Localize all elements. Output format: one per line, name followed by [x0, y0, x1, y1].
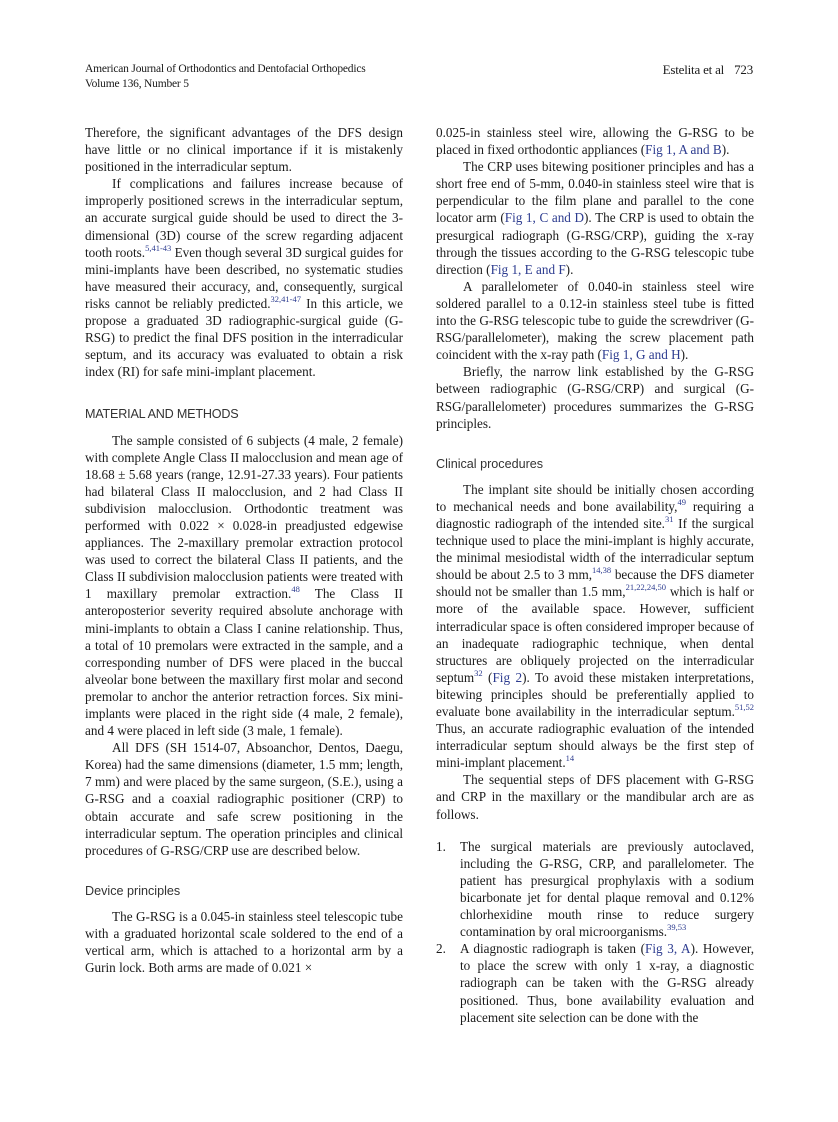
figure-reference-link[interactable]: Fig 3, A [645, 941, 691, 957]
text-run: The implant site should be initially chosen according to mechanical needs and bone availability, [436, 481, 754, 514]
text-run: The sequential steps of DFS placement with G-RSG and CRP in the maxillary or the mandibular arch are as follows. [436, 772, 754, 822]
subsection-heading: Clinical procedures [436, 456, 544, 471]
citation-superscript[interactable]: 49 [677, 496, 686, 507]
paragraph [85, 175, 403, 380]
paragraph [436, 124, 754, 158]
text-run: Even though several 3D surgical guides for mini-implants have been described, no systematic studies have measured their accuracy, and, consequently, surgical risks cannot be reliably predicted. [85, 244, 403, 311]
text-run: which is half or more of the available space. However, sufficient interradicular space is often considered improper because of an inadequate radiographic technique, when dental structures are obliquely projected on the interradicular septum [436, 584, 754, 685]
citation-superscript[interactable]: 48 [291, 584, 300, 595]
list-number: 1. [436, 838, 446, 854]
paragraph [436, 771, 754, 822]
text-run: The CRP uses bitewing positioner principles and has a short free end of 5-mm, 0.040-in stainless steel wire that is perpendicular to the film plane and parallel to the cone locator arm ( [436, 159, 754, 226]
text-run: In this article, we propose a graduated 3D radiographic-surgical guide (G-RSG) to predict the final DFS position in the interradicular septum, and its accuracy was evaluated to obtain a risk index (RI) for safe mini-implant placement. [85, 295, 403, 380]
paragraph [436, 481, 754, 772]
figure-reference-link[interactable]: Fig 1, E and F [490, 261, 566, 277]
subsection-heading: Device principles [85, 883, 181, 898]
citation-superscript[interactable]: 32,41-47 [270, 293, 301, 304]
citation-superscript[interactable]: 31 [664, 513, 674, 524]
citation-superscript[interactable]: 21,22,24,50 [625, 582, 666, 593]
text-run: The G-RSG is a 0.045-in stainless steel telescopic tube with a graduated horizontal scale soldered to the end of a vertical arm, which is attached to a horizontal arm by a Gurin lock. Both arms are made of 0.021 × [85, 908, 403, 976]
text-run: A parallelometer of 0.040-in stainless steel wire soldered parallel to a 0.12-in stainless steel tube is fitted into the G-RSG telescopic tube to guide the screwdriver (G-RSG/parallelometer), making the screw placement path coincident with the x-ray path ( [436, 278, 754, 363]
paragraph [436, 158, 754, 278]
text-run: requiring a diagnostic radiograph of the intended site. [436, 498, 754, 531]
running-header-right [663, 62, 753, 77]
figure-reference-link[interactable]: Fig 2 [492, 669, 523, 685]
text-run: The sample consisted of 6 subjects (4 male, 2 female) with complete Angle Class II malocclusion and mean age of 18.68 ± 5.68 years (range, 12.91-27.33 years). Four patients had bilateral Class II malocclusion, and 2 had Class II subdivision malocclusion. Orthodontic treatment was performed with 0.022 × 0.028-in preadjusted edgewise appliances. The 2-maxillary premolar extraction protocol was used to correct the bilateral Class II patients, and the Class II subdivision malocclusion patients were treated with 1 maxillary premolar extraction. [85, 432, 403, 602]
text-run: Therefore, the significant advantages of the DFS design have little or no clinical importance if it is mistakenly positioned in the interradicular septum. [85, 125, 403, 175]
list-item [436, 940, 754, 1025]
text-run: All DFS (SH 1514-07, Absoanchor, Dentos, Daegu, Korea) had the same dimensions (diameter, 1.5 mm; length, 7 mm) and were placed by the same surgeon, (S.E.), using a G-RSG and a coaxial radiographic positioner (CRP) to obtain accurate and safe screw positioning in the interradicular septum. The operation principles and clinical procedures of G-RSG/CRP use are described below. [85, 740, 403, 858]
list-item [436, 838, 754, 941]
text-run: The Class II anteroposterior severity required absolute anchorage with mini-implants to obtain a Class I canine relationship. Thus, a total of 10 premolars were extracted in the sample, and a corresponding number of DFS were placed in the buccal alveolar bone between the maxillary first molar and second premolar to anchor the anterior retraction forces. Six mini-implants were placed in the right side (4 male, 2 female), and 4 were placed in left side (3 male, 1 female). [85, 586, 403, 739]
list-number: 2. [436, 941, 446, 957]
text-run: 0.025-in stainless steel wire, allowing the G-RSG to be placed in fixed orthodontic appliances ( [436, 125, 754, 158]
paragraph [436, 363, 754, 431]
paragraph [85, 124, 403, 175]
text-run: ). However, to place the screw with only 1 x-ray, a diagnostic radiograph can be taken with the G-RSG already positioned. Thus, bone availability evaluation and placement site selection can be done with the [460, 941, 754, 1025]
running-authors: Estelita et al [662, 62, 725, 77]
citation-superscript[interactable]: 39,53 [667, 922, 687, 933]
text-run: ). [721, 142, 730, 158]
text-run: ). [565, 261, 574, 277]
text-run: ). [680, 347, 689, 363]
figure-reference-link[interactable]: Fig 1, A and B [645, 142, 722, 158]
numbered-list [436, 838, 754, 1026]
citation-superscript[interactable]: 14,38 [592, 565, 612, 576]
right-column [436, 124, 754, 1026]
text-run: because the DFS diameter should not be smaller than 1.5 mm, [436, 567, 754, 600]
running-header-left [85, 62, 366, 92]
text-run: ( [482, 669, 493, 685]
text-run: A diagnostic radiograph is taken ( [460, 941, 646, 957]
figure-reference-link[interactable]: Fig 1, G and H [601, 347, 681, 363]
left-column [85, 124, 403, 976]
text-run: The surgical materials are previously autoclaved, including the G-RSG, CRP, and parallelometer. The patient has presurgical prophylaxis with a sodium bicarbonate jet for dental plaque removal and 0.12% chlorhexidine mouth rinse to reduce surgery contamination by oral microorganisms. [460, 838, 754, 940]
text-run: Thus, an accurate radiographic evaluation of the intended interradicular septum should always be the first step of mini-implant placement. [436, 721, 754, 771]
page-number: 723 [734, 62, 753, 77]
citation-superscript[interactable]: 51,52 [734, 702, 754, 712]
citation-superscript[interactable]: 14 [565, 753, 575, 764]
journal-title: American Journal of Orthodontics and Dentofacial Orthopedics [85, 63, 366, 75]
citation-superscript[interactable]: 32 [474, 667, 483, 678]
paragraph [85, 908, 403, 976]
paragraph [85, 432, 403, 740]
citation-superscript[interactable]: 5,41-43 [145, 242, 172, 253]
text-run: ). To avoid these mistaken interpretations, bitewing principles should be preferentially applied to evaluate bone availability in the interradicular septum. [436, 669, 754, 719]
section-heading: MATERIAL AND METHODS [85, 407, 239, 422]
figure-reference-link[interactable]: Fig 1, C and D [504, 210, 585, 226]
text-run: If complications and failures increase because of improperly positioned screws in the interradicular septum, an accurate surgical guide should be used to direct the 3-dimensional (3D) course of the screw regarding adjacent tooth roots. [85, 176, 403, 260]
paragraph [85, 739, 403, 859]
paragraph [436, 278, 754, 363]
journal-volume: Volume 136, Number 5 [85, 78, 189, 90]
text-run: If the surgical technique used to place the mini-implant is highly accurate, the minimal mesiodistal width of the interradicular septum should be about 2.5 to 3 mm, [436, 515, 754, 583]
text-run: Briefly, the narrow link established by the G-RSG between radiographic (G-RSG/CRP) and surgical (G-RSG/parallelometer) procedures summarizes the G-RSG principles. [436, 364, 754, 431]
text-run: ). The CRP is used to obtain the presurgical radiograph (G-RSG/CRP), guiding the x-ray through the tissues according to the G-RSG telescopic tube direction ( [436, 210, 754, 277]
